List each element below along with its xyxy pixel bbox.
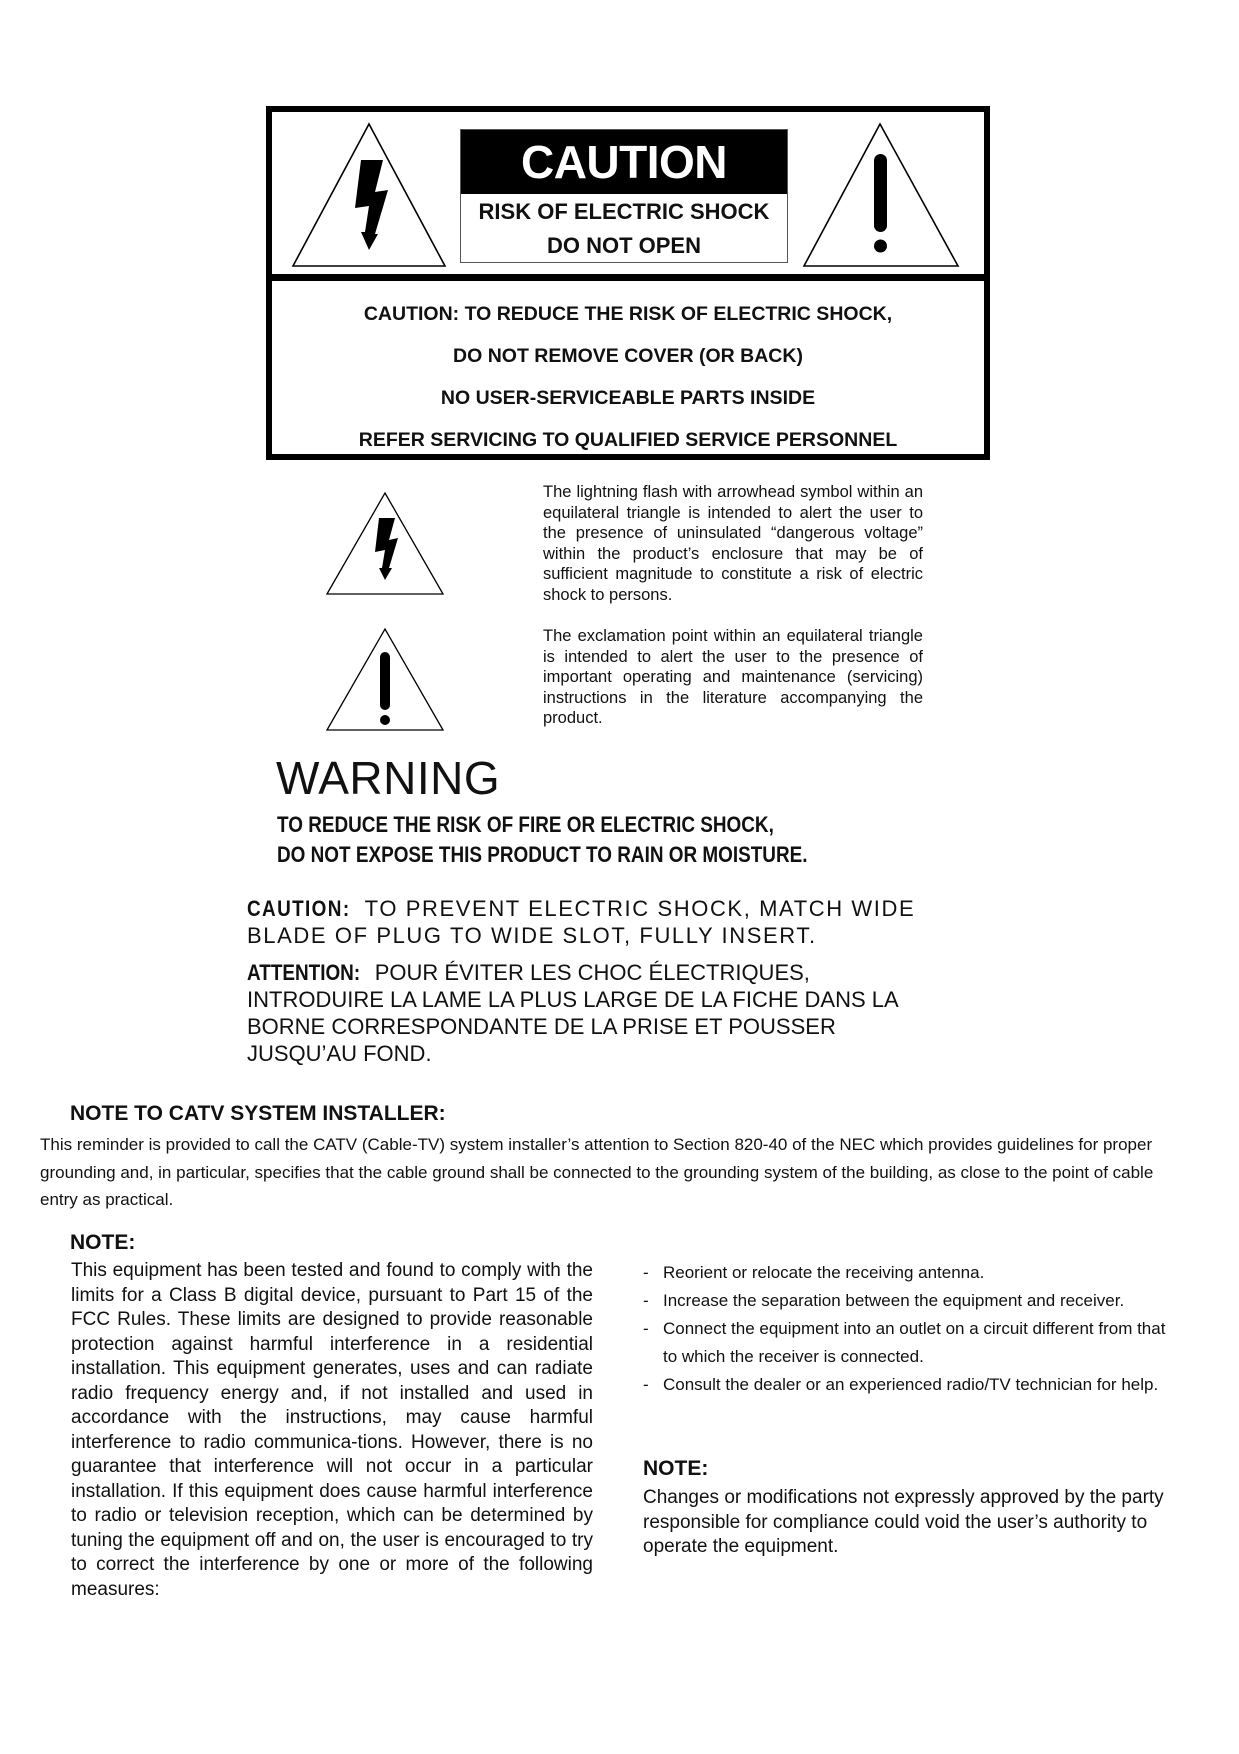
plug-attention [247,959,927,1067]
list-item [643,1287,1183,1315]
lightning-triangle-icon [289,120,449,270]
changes-note-title: NOTE: [643,1457,709,1480]
caution-line: NO USER-SERVICEABLE PARTS INSIDE [440,387,816,409]
catv-note-title: NOTE TO CATV SYSTEM INSTALLER: [70,1102,446,1125]
attention-body: POUR ÉVITER LES CHOC ÉLECTRIQUES, INTRODUIRE LA LAME LA PLUS LARGE DE LA FICHE DANS LA BORNE CORRESPONDANTE DE LA PRISE ET POUSSER JUSQU’AU FOND. [247,960,898,1066]
plug-instructions [247,895,927,1077]
measure-text: Consult the dealer or an experienced radio/TV technician for help. [663,1375,1159,1394]
warning-line: TO REDUCE THE RISK OF FIRE OR ELECTRIC SHOCK, [277,812,774,837]
bullet-dash: - [643,1263,649,1282]
warning-title: WARNING [276,752,501,804]
fcc-note-title: NOTE: [70,1231,136,1254]
caution-line: REFER SERVICING TO QUALIFIED SERVICE PERSONNEL [358,429,898,451]
measure-text: Increase the separation between the equipment and receiver. [663,1291,1125,1310]
fcc-note-body: This equipment has been tested and found to comply with the limits for a Class B digital device, pursuant to Part 15 of the FCC Rules. These limits are designed to provide reasonable protection against harmful interference in a residential installation. This equipment generates, uses and can radiate radio frequency energy and, if not installed and used in accordance with the instructions, may cause harmful interference to radio communica-tions. However, there is no guarantee that interference will not occur in a particular installation. If this equipment does cause harmful interference to radio or television reception, which can be determined by tuning the equipment off and on, the user is encouraged to try to correct the interference by one or more of the following measures: [71,1260,593,1600]
caution-body: TO PREVENT ELECTRIC SHOCK, MATCH WIDE BLADE OF PLUG TO WIDE SLOT, FULLY INSERT. [247,896,916,948]
measure-text: Connect the equipment into an outlet on a circuit different from that to which the receiver is connected. [663,1319,1166,1366]
measures-list [643,1259,1183,1399]
caution-label [460,129,788,263]
caution-header [272,112,984,274]
warning-text [277,810,896,870]
bullet-dash: - [643,1291,649,1310]
caution-instructions [272,281,984,461]
list-item [643,1259,1183,1287]
bullet-dash: - [643,1375,649,1394]
plug-caution [247,895,927,949]
lightning-symbol-description: The lightning flash with arrowhead symbol within an equilateral triangle is intended to alert the user to the presence of uninsulated “dangerous voltage” within the product’s enclosure that may be of sufficient magnitude to constitute a risk of electric shock to persons. [543,483,923,604]
list-item [643,1371,1183,1399]
divider [272,274,984,281]
exclamation-triangle-icon [326,626,446,733]
caution-label-text: CAUTION: [247,896,351,921]
bullet-dash: - [643,1319,649,1338]
list-item [643,1315,1183,1371]
caution-line: CAUTION: TO REDUCE THE RISK OF ELECTRIC SHOCK, [363,303,893,325]
warning-line: DO NOT EXPOSE THIS PRODUCT TO RAIN OR MOISTURE. [277,842,808,867]
exclamation-triangle-icon [802,120,962,270]
caution-box [266,106,990,460]
lightning-triangle-icon [326,490,446,597]
attention-label-text: ATTENTION: [247,960,361,985]
catv-note-body: This reminder is provided to call the CATV (Cable-TV) system installer’s attention to Section 820-40 of the NEC which provides guidelines for proper grounding and, in particular, specifies that the cable ground shall be connected to the grounding system of the building, as close to the point of cable entry as practical. [40,1135,1154,1209]
changes-note-body: Changes or modifications not expressly approved by the party responsible for compliance could void the user’s authority to operate the equipment. [643,1487,1164,1557]
caution-title: CAUTION [461,130,787,194]
measure-text: Reorient or relocate the receiving antenna. [663,1263,985,1282]
caution-risk-text: RISK OF ELECTRIC SHOCK [478,199,770,224]
caution-do-not-open: DO NOT OPEN [546,233,701,258]
caution-line: DO NOT REMOVE COVER (OR BACK) [453,345,803,367]
exclamation-symbol-description: The exclamation point within an equilateral triangle is intended to alert the user to the presence of important operating and maintenance (servicing) instructions in the literature accompanying the product. [543,627,923,727]
